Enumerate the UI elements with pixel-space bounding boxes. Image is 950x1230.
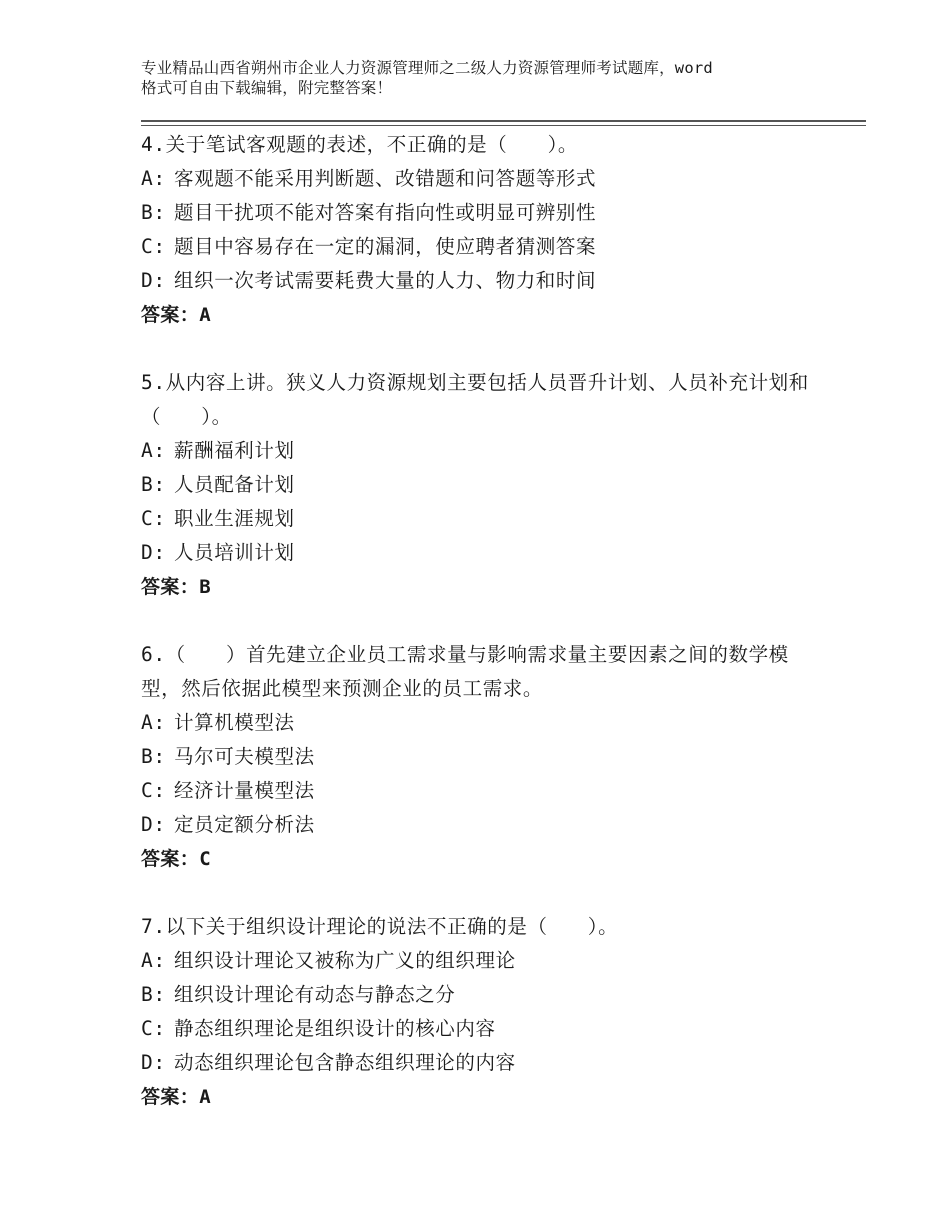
option-d	[141, 264, 821, 298]
option-letter: A:	[141, 167, 166, 190]
option-letter: D:	[141, 269, 166, 292]
question-stem: 4.关于笔试客观题的表述，不正确的是（ ）。	[141, 133, 579, 156]
option-text: 计算机模型法	[174, 711, 295, 734]
answer-line: 答案：A	[141, 1086, 212, 1108]
option-text: 动态组织理论包含静态组织理论的内容	[174, 1051, 516, 1074]
option-text: 定员定额分析法	[174, 813, 315, 836]
document-header: 专业精品山西省朔州市企业人力资源管理师之二级人力资源管理师考试题库，word 格式可自由下载编辑，附完整答案！	[141, 59, 713, 97]
option-letter: C:	[141, 507, 166, 530]
option-c	[141, 230, 821, 264]
option-letter: B:	[141, 745, 166, 768]
option-text: 静态组织理论是组织设计的核心内容	[174, 1017, 496, 1040]
header-divider-thin	[141, 125, 866, 126]
option-text: 马尔可夫模型法	[174, 745, 315, 768]
option-c	[141, 502, 821, 536]
option-letter: D:	[141, 813, 166, 836]
option-d	[141, 536, 821, 570]
option-b	[141, 468, 821, 502]
answer-line: 答案：C	[141, 848, 212, 870]
option-letter: B:	[141, 473, 166, 496]
question-stem: 6.（ ）首先建立企业员工需求量与影响需求量主要因素之间的数学模型，然后依据此模型来预测企业的员工需求。	[141, 643, 789, 700]
option-c	[141, 1012, 821, 1046]
question-list	[141, 128, 821, 1148]
option-b	[141, 740, 821, 774]
option-a	[141, 944, 821, 978]
option-text: 客观题不能采用判断题、改错题和问答题等形式	[174, 167, 597, 190]
question-stem: 7.以下关于组织设计理论的说法不正确的是（ ）。	[141, 915, 619, 938]
option-text: 组织设计理论有动态与静态之分	[174, 983, 456, 1006]
option-letter: C:	[141, 235, 166, 258]
option-letter: A:	[141, 711, 166, 734]
option-text: 人员配备计划	[174, 473, 295, 496]
answer-line: 答案：B	[141, 576, 212, 598]
option-text: 经济计量模型法	[174, 779, 315, 802]
option-a	[141, 162, 821, 196]
answer-line: 答案：A	[141, 304, 212, 326]
question-4	[141, 128, 821, 332]
header-divider-thick	[141, 120, 866, 122]
option-b	[141, 978, 821, 1012]
option-text: 组织设计理论又被称为广义的组织理论	[174, 949, 516, 972]
question-7	[141, 910, 821, 1114]
option-letter: B:	[141, 983, 166, 1006]
option-letter: A:	[141, 949, 166, 972]
option-letter: D:	[141, 1051, 166, 1074]
option-text: 人员培训计划	[174, 541, 295, 564]
option-letter: D:	[141, 541, 166, 564]
option-text: 组织一次考试需要耗费大量的人力、物力和时间	[174, 269, 597, 292]
question-stem: 5.从内容上讲。狭义人力资源规划主要包括人员晋升计划、人员补充计划和（ ）。	[141, 371, 809, 428]
question-5	[141, 366, 821, 604]
option-a	[141, 434, 821, 468]
option-letter: C:	[141, 1017, 166, 1040]
option-letter: B:	[141, 201, 166, 224]
option-d	[141, 808, 821, 842]
option-letter: C:	[141, 779, 166, 802]
option-d	[141, 1046, 821, 1080]
option-text: 题目干扰项不能对答案有指向性或明显可辨别性	[174, 201, 597, 224]
question-6	[141, 638, 821, 876]
option-text: 薪酬福利计划	[174, 439, 295, 462]
option-a	[141, 706, 821, 740]
option-text: 题目中容易存在一定的漏洞，使应聘者猜测答案	[174, 235, 597, 258]
option-letter: A:	[141, 439, 166, 462]
option-text: 职业生涯规划	[174, 507, 295, 530]
option-b	[141, 196, 821, 230]
option-c	[141, 774, 821, 808]
